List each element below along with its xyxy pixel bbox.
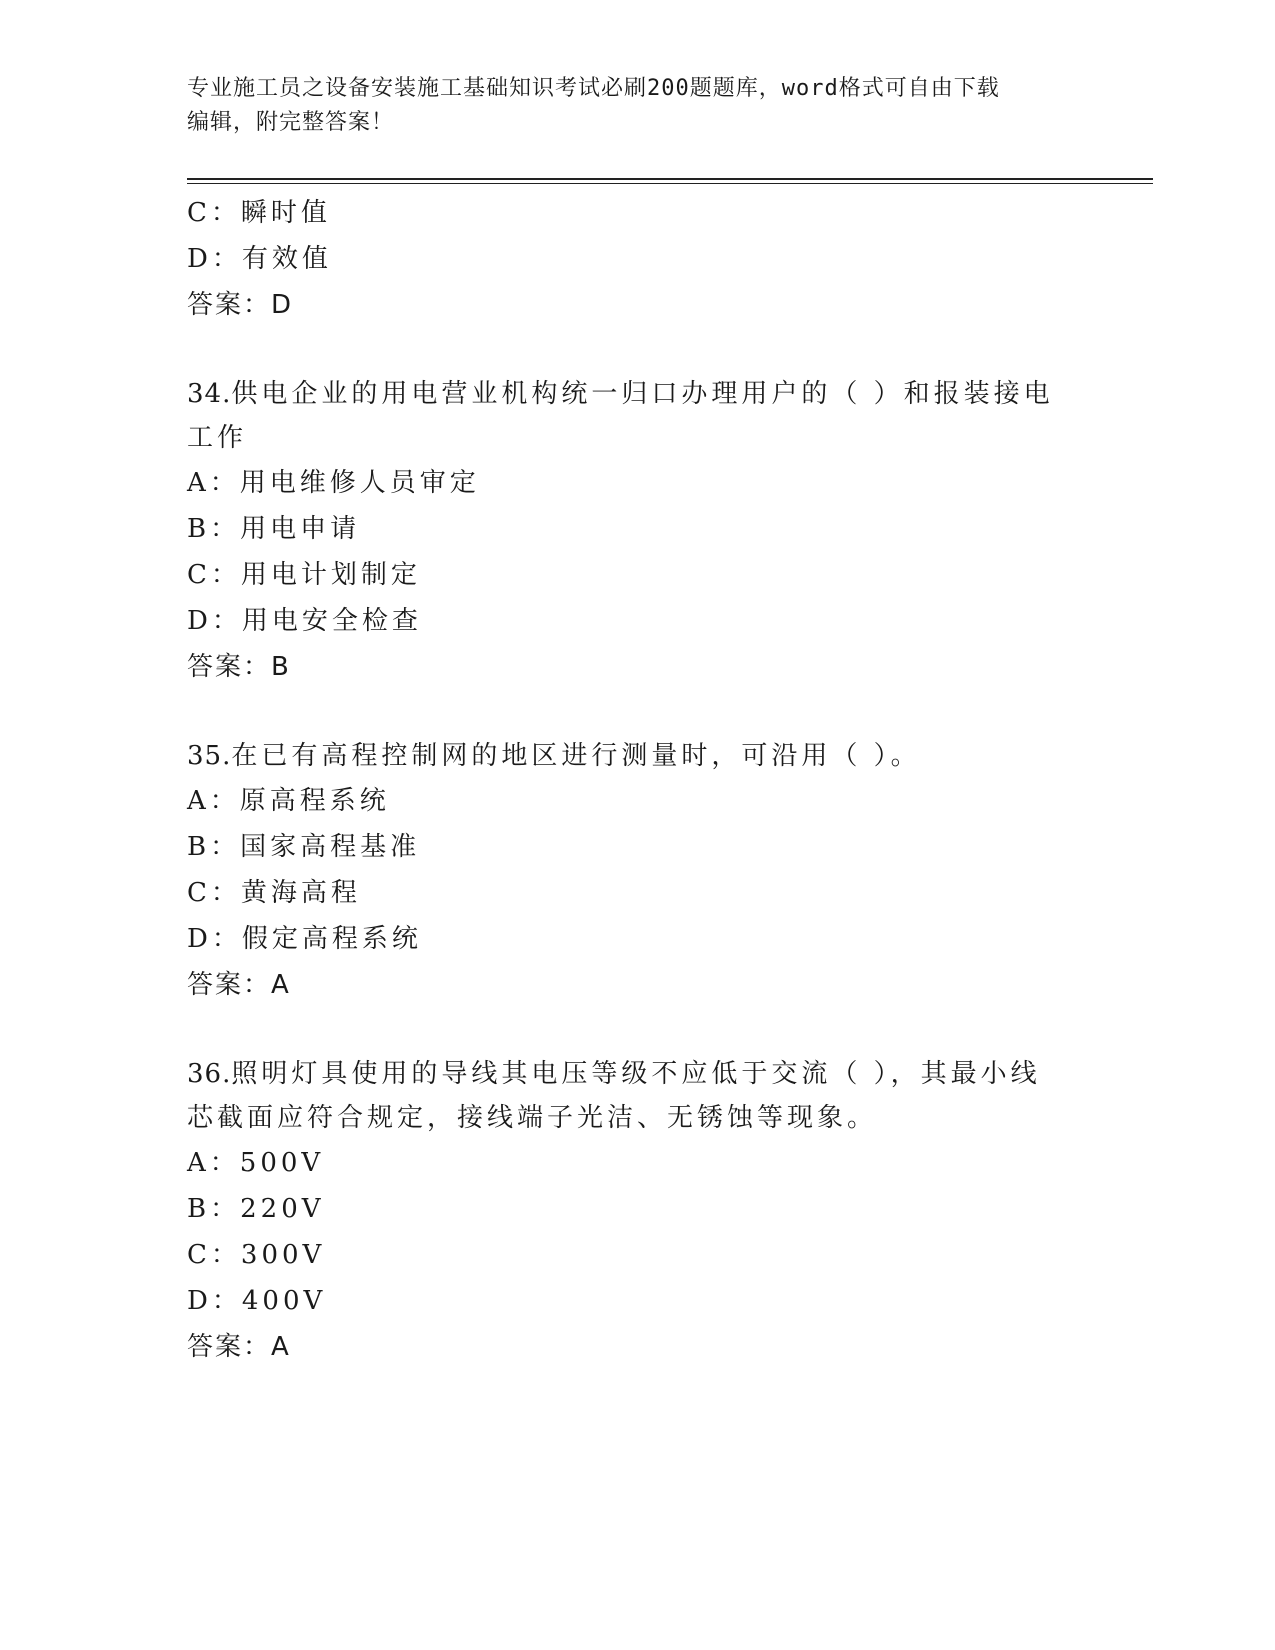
question-block-34	[187, 372, 1087, 690]
option-b	[187, 506, 1087, 552]
option-key: C：	[187, 878, 241, 908]
option-text: 有效值	[241, 244, 332, 274]
option-text: 300V	[240, 1240, 326, 1270]
header-divider-thick	[187, 178, 1153, 180]
document-header	[187, 72, 1067, 140]
header-divider-thin	[187, 183, 1153, 184]
option-key: C：	[187, 560, 241, 590]
option-key: A：	[187, 786, 240, 816]
option-c	[187, 1232, 1087, 1278]
answer-line: 答案：B	[187, 652, 291, 682]
option-text: 用电安全检查	[241, 606, 422, 636]
question-stem: 在已有高程控制网的地区进行测量时，可沿用（ ）。	[231, 741, 921, 771]
question-text	[187, 372, 1067, 460]
option-text: 黄海高程	[240, 878, 361, 908]
option-a	[187, 1140, 1087, 1186]
question-block-35	[187, 734, 1087, 1008]
option-text: 瞬时值	[240, 198, 331, 228]
option-key: B：	[187, 1194, 241, 1224]
spacer	[187, 1008, 1087, 1052]
option-d	[187, 598, 1087, 644]
option-c	[187, 552, 1087, 598]
option-text: 400V	[241, 1286, 327, 1316]
spacer	[187, 328, 1087, 372]
question-stem: 供电企业的用电营业机构统一归口办理用户的（ ）和报装接电工作	[187, 379, 1054, 453]
option-text: 国家高程基准	[240, 832, 421, 862]
option-text: 原高程系统	[239, 786, 390, 816]
header-title-line2: 编辑，附完整答案！	[187, 110, 395, 135]
option-d	[187, 916, 1087, 962]
option-key: A：	[187, 468, 240, 498]
option-key: D：	[187, 1286, 242, 1316]
question-number: 36.	[187, 1059, 232, 1089]
option-b	[187, 1186, 1087, 1232]
answer-line: 答案：D	[187, 290, 294, 320]
option-key: D：	[187, 606, 242, 636]
answer-line: 答案：A	[187, 1332, 291, 1362]
option-a	[187, 460, 1087, 506]
answer-line: 答案：A	[187, 970, 291, 1000]
option-key: C：	[187, 198, 241, 228]
option-text: 用电维修人员审定	[239, 468, 480, 498]
option-key: D：	[187, 924, 242, 954]
option-b	[187, 824, 1087, 870]
question-number: 34.	[187, 379, 232, 409]
option-key: D：	[187, 244, 242, 274]
option-text: 假定高程系统	[241, 924, 422, 954]
option-key: C：	[187, 1240, 241, 1270]
option-key: B：	[187, 514, 241, 544]
header-title-line1: 专业施工员之设备安装施工基础知识考试必刷200题题库，word格式可自由下载	[187, 76, 1000, 101]
option-a	[187, 778, 1087, 824]
option-text: 用电申请	[240, 514, 361, 544]
spacer	[187, 690, 1087, 734]
option-c	[187, 190, 1087, 236]
option-d	[187, 1278, 1087, 1324]
option-text: 用电计划制定	[240, 560, 421, 590]
question-block-prev	[187, 190, 1087, 328]
option-c	[187, 870, 1087, 916]
question-number: 35.	[187, 741, 232, 771]
question-stem: 照明灯具使用的导线其电压等级不应低于交流（ ），其最小线芯截面应符合规定，接线端子光洁、无锈蚀等现象。	[187, 1059, 1041, 1133]
document-content	[187, 190, 1087, 1370]
question-text	[187, 734, 1067, 778]
option-key: B：	[187, 832, 241, 862]
question-block-36	[187, 1052, 1087, 1370]
option-d	[187, 236, 1087, 282]
option-text: 500V	[239, 1148, 325, 1178]
option-key: A：	[187, 1148, 240, 1178]
option-text: 220V	[240, 1194, 325, 1224]
question-text	[187, 1052, 1067, 1140]
